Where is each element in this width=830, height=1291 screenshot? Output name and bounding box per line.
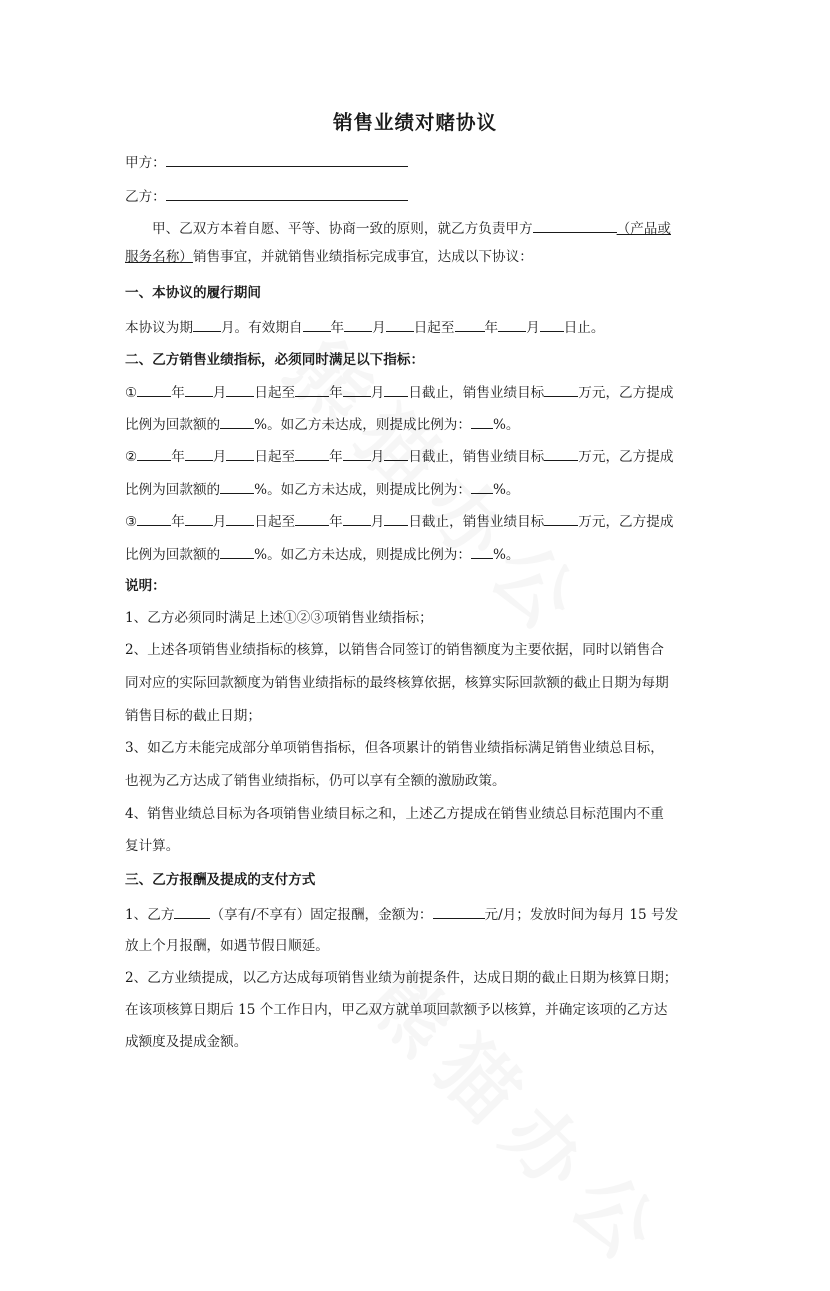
blank[interactable] bbox=[471, 412, 493, 429]
circled-number: ② bbox=[125, 449, 138, 465]
text: （享有/不享有）固定报酬，金额为： bbox=[210, 907, 433, 923]
entitlement-blank[interactable] bbox=[174, 902, 210, 919]
section-1-heading: 一、本协议的履行期间 bbox=[125, 285, 261, 301]
end-month-blank[interactable] bbox=[498, 315, 526, 332]
blank[interactable] bbox=[185, 444, 213, 461]
blank[interactable] bbox=[343, 444, 371, 461]
party-a-line bbox=[125, 150, 710, 174]
text: 年 bbox=[329, 514, 343, 530]
product-hint: （产品或 bbox=[616, 221, 671, 237]
party-a-blank[interactable] bbox=[166, 150, 408, 167]
term-text: 本协议为期 bbox=[125, 320, 193, 336]
text: 万元，乙方提成 bbox=[578, 385, 674, 401]
text: 1、乙方 bbox=[125, 907, 175, 923]
text: %。如乙方未达成，则提成比例为： bbox=[254, 417, 471, 433]
blank[interactable] bbox=[220, 412, 254, 429]
blank[interactable] bbox=[185, 380, 213, 397]
text: 比例为回款额的 bbox=[125, 547, 221, 563]
term-text: 年 bbox=[330, 320, 345, 336]
blank[interactable] bbox=[226, 444, 254, 461]
blank[interactable] bbox=[137, 509, 171, 526]
text: 日起至 bbox=[254, 449, 296, 465]
start-year-blank[interactable] bbox=[303, 315, 331, 332]
target-item-2-line-1 bbox=[125, 444, 710, 468]
commission-line-1: 2、乙方业绩提成，以乙方达成每项销售业绩为前提条件，达成日期的截止日期为核算日期； bbox=[125, 970, 678, 986]
start-day-blank[interactable] bbox=[386, 315, 414, 332]
salary-amount-blank[interactable] bbox=[433, 902, 485, 919]
party-b-line bbox=[125, 184, 710, 208]
text: 日起至 bbox=[254, 514, 296, 530]
text: 月 bbox=[370, 449, 385, 465]
end-day-blank[interactable] bbox=[540, 315, 564, 332]
text: 万元，乙方提成 bbox=[578, 449, 674, 465]
intro-text: 甲、乙双方本着自愿、平等、协商一致的原则，就乙方负责甲方 bbox=[152, 221, 533, 237]
section-2-heading: 二、乙方销售业绩指标，必须同时满足以下指标： bbox=[125, 352, 425, 368]
note-2-line-1: 2、上述各项销售业绩指标的核算，以销售合同签订的销售额度为主要依据，同时以销售合 bbox=[125, 642, 664, 658]
blank[interactable] bbox=[295, 444, 329, 461]
text: 年 bbox=[329, 385, 343, 401]
text: 日起至 bbox=[254, 385, 296, 401]
text: 日截止，销售业绩目标 bbox=[408, 385, 545, 401]
term-text: 月。有效期自 bbox=[220, 320, 303, 336]
blank[interactable] bbox=[544, 380, 578, 397]
target-item-3-line-2 bbox=[125, 542, 710, 566]
term-months-blank[interactable] bbox=[193, 315, 221, 332]
party-a-label: 甲方： bbox=[125, 155, 166, 171]
text: 年 bbox=[171, 514, 185, 530]
text: 月 bbox=[212, 514, 227, 530]
target-item-1-line-1 bbox=[125, 380, 710, 404]
intro-line-2 bbox=[125, 246, 710, 268]
notes-heading: 说明： bbox=[125, 578, 166, 594]
term-text: 日起至 bbox=[413, 320, 455, 336]
term-line bbox=[125, 315, 710, 339]
text: %。如乙方未达成，则提成比例为： bbox=[254, 482, 471, 498]
text: %。 bbox=[492, 482, 520, 498]
text: %。 bbox=[492, 547, 520, 563]
blank[interactable] bbox=[544, 444, 578, 461]
target-item-2-line-2 bbox=[125, 477, 710, 501]
document-title: 销售业绩对赌协议 bbox=[332, 111, 497, 134]
party-b-blank[interactable] bbox=[166, 184, 408, 201]
intro-text-cont: 销售事宜，并就销售业绩指标完成事宜，达成以下协议： bbox=[192, 249, 533, 265]
text: 月 bbox=[370, 385, 385, 401]
blank[interactable] bbox=[471, 542, 493, 559]
text: 比例为回款额的 bbox=[125, 417, 221, 433]
product-blank[interactable] bbox=[533, 216, 617, 233]
watermark bbox=[347, 941, 698, 1291]
text: 日截止，销售业绩目标 bbox=[408, 514, 545, 530]
text: 元/月；发放时间为每月 15 号发 bbox=[484, 907, 679, 923]
text: 万元，乙方提成 bbox=[578, 514, 674, 530]
blank[interactable] bbox=[137, 444, 171, 461]
text: %。 bbox=[492, 417, 520, 433]
note-3-line-1: 3、如乙方未能完成部分单项销售指标，但各项累计的销售业绩指标满足销售业绩总目标， bbox=[125, 740, 664, 756]
blank[interactable] bbox=[295, 380, 329, 397]
text: 年 bbox=[171, 449, 185, 465]
blank[interactable] bbox=[220, 477, 254, 494]
term-text: 月 bbox=[526, 320, 540, 336]
payment-line-1 bbox=[125, 902, 710, 926]
note-4-line-1: 4、销售业绩总目标为各项销售业绩目标之和，上述乙方提成在销售业绩总目标范围内不重 bbox=[125, 806, 664, 822]
circled-number: ③ bbox=[125, 514, 138, 530]
blank[interactable] bbox=[226, 509, 254, 526]
party-b-label: 乙方： bbox=[125, 189, 166, 205]
text: 年 bbox=[329, 449, 343, 465]
product-hint-cont: 服务名称） bbox=[125, 249, 193, 265]
text: 月 bbox=[370, 514, 385, 530]
term-text: 月 bbox=[372, 320, 386, 336]
note-3-line-2: 也视为乙方达成了销售业绩指标，仍可以享有全额的激励政策。 bbox=[125, 773, 506, 789]
term-text: 日止。 bbox=[563, 320, 605, 336]
text: 日截止，销售业绩目标 bbox=[408, 449, 545, 465]
section-3-heading: 三、乙方报酬及提成的支付方式 bbox=[125, 872, 316, 888]
blank[interactable] bbox=[384, 380, 408, 397]
text: 比例为回款额的 bbox=[125, 482, 221, 498]
text: %。如乙方未达成，则提成比例为： bbox=[254, 547, 471, 563]
text: 月 bbox=[212, 449, 227, 465]
note-2-line-2: 同对应的实际回款额度为销售业绩指标的最终核算依据，核算实际回款额的截止日期为每期 bbox=[125, 675, 669, 691]
text: 年 bbox=[171, 385, 185, 401]
blank[interactable] bbox=[185, 509, 213, 526]
blank[interactable] bbox=[384, 444, 408, 461]
note-1: 1、乙方必须同时满足上述①②③项销售业绩指标； bbox=[125, 610, 433, 626]
text: 月 bbox=[212, 385, 227, 401]
commission-line-3: 成额度及提成金额。 bbox=[125, 1034, 248, 1050]
note-4-line-2: 复计算。 bbox=[125, 838, 180, 854]
blank[interactable] bbox=[220, 542, 254, 559]
target-item-3-line-1 bbox=[125, 509, 710, 533]
blank[interactable] bbox=[471, 477, 493, 494]
target-item-1-line-2 bbox=[125, 412, 710, 436]
commission-line-2: 在该项核算日期后 15 个工作日内，甲乙双方就单项回款额予以核算，并确定该项的乙方达 bbox=[125, 1002, 668, 1018]
blank[interactable] bbox=[544, 509, 578, 526]
note-2-line-3: 销售目标的截止日期； bbox=[125, 708, 261, 724]
blank[interactable] bbox=[137, 380, 171, 397]
end-year-blank[interactable] bbox=[455, 315, 485, 332]
term-text: 年 bbox=[484, 320, 499, 336]
blank[interactable] bbox=[295, 509, 329, 526]
payment-line-2: 放上个月报酬，如遇节假日顺延。 bbox=[125, 938, 329, 954]
circled-number: ① bbox=[125, 385, 138, 401]
blank[interactable] bbox=[384, 509, 408, 526]
blank[interactable] bbox=[343, 509, 371, 526]
start-month-blank[interactable] bbox=[344, 315, 372, 332]
blank[interactable] bbox=[226, 380, 254, 397]
blank[interactable] bbox=[343, 380, 371, 397]
intro-line-1 bbox=[152, 216, 712, 240]
